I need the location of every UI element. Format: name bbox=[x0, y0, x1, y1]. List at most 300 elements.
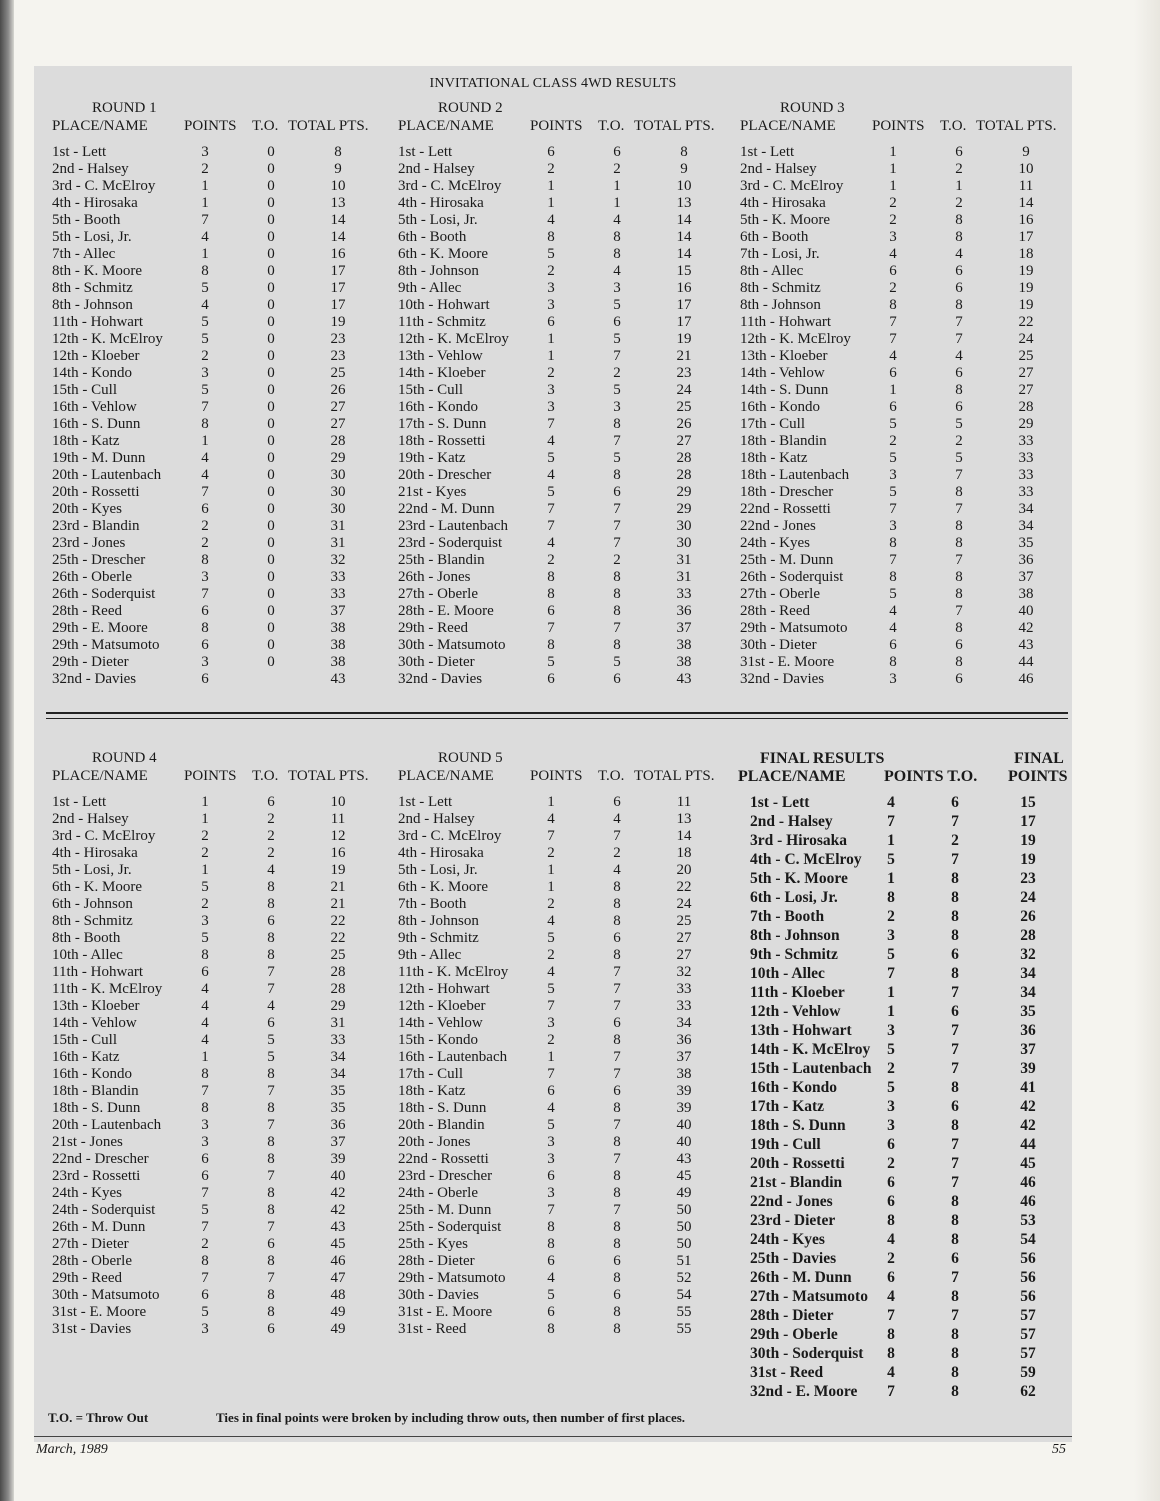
points-value: 7 bbox=[201, 1083, 209, 1099]
results-title: INVITATIONAL CLASS 4WD RESULTS bbox=[429, 76, 677, 91]
points-value: 1 bbox=[201, 178, 209, 194]
points-value: 3 bbox=[887, 1022, 895, 1039]
points-value: 2 bbox=[547, 552, 555, 568]
points-value: 6 bbox=[547, 671, 555, 687]
throw-out-value: 8 bbox=[951, 1288, 959, 1305]
points-value: 8 bbox=[889, 569, 897, 585]
total-points-value: 36 bbox=[676, 1032, 692, 1048]
header-place: PLACE/NAME bbox=[52, 768, 148, 784]
points-value: 4 bbox=[887, 794, 895, 811]
throw-out-value: 8 bbox=[613, 229, 621, 245]
throw-out-value: 2 bbox=[613, 365, 621, 381]
place-name: 24th - Oberle bbox=[398, 1185, 478, 1201]
throw-out-value: 8 bbox=[267, 1202, 275, 1218]
throw-out-value: 7 bbox=[951, 1174, 959, 1191]
round-label: ROUND 5 bbox=[438, 750, 503, 766]
throw-out-value: 0 bbox=[267, 450, 275, 466]
points-value: 1 bbox=[887, 984, 895, 1001]
place-name: 22nd - Rossetti bbox=[398, 1151, 489, 1167]
total-points-value: 35 bbox=[1020, 1003, 1036, 1020]
points-value: 4 bbox=[547, 913, 555, 929]
points-value: 5 bbox=[889, 416, 897, 432]
points-value: 4 bbox=[889, 246, 897, 262]
total-points-value: 23 bbox=[676, 365, 692, 381]
place-name: 29th - Reed bbox=[52, 1270, 122, 1286]
place-name: 6th - Losi, Jr. bbox=[750, 889, 838, 906]
throw-out-value: 0 bbox=[267, 552, 275, 568]
points-value: 5 bbox=[547, 981, 555, 997]
throw-out-value: 7 bbox=[613, 348, 621, 364]
points-value: 1 bbox=[889, 382, 897, 398]
total-points-value: 17 bbox=[330, 297, 346, 313]
total-points-value: 30 bbox=[676, 518, 692, 534]
throw-out-value: 5 bbox=[613, 331, 621, 347]
place-name: 6th - Booth bbox=[398, 229, 467, 245]
points-value: 7 bbox=[201, 1185, 209, 1201]
total-points-value: 28 bbox=[1018, 399, 1034, 415]
throw-out-value: 5 bbox=[955, 450, 963, 466]
points-value: 2 bbox=[201, 828, 209, 844]
total-points-value: 29 bbox=[330, 998, 346, 1014]
throw-out-value: 8 bbox=[955, 518, 963, 534]
total-points-value: 24 bbox=[676, 382, 692, 398]
throw-out-value: 7 bbox=[613, 1117, 621, 1133]
total-points-value: 34 bbox=[1018, 501, 1034, 517]
throw-out-value: 7 bbox=[951, 1269, 959, 1286]
points-value: 7 bbox=[887, 965, 895, 982]
total-points-value: 33 bbox=[676, 981, 692, 997]
total-points-value: 59 bbox=[1020, 1364, 1036, 1381]
place-name: 8th - Schmitz bbox=[52, 280, 133, 296]
total-points-value: 47 bbox=[330, 1270, 346, 1286]
points-value: 5 bbox=[889, 450, 897, 466]
place-name: 19th - M. Dunn bbox=[52, 450, 146, 466]
throw-out-note: T.O. = Throw Out bbox=[48, 1410, 149, 1425]
place-name: 27th - Oberle bbox=[740, 586, 820, 602]
total-points-value: 14 bbox=[330, 229, 346, 245]
throw-out-value: 7 bbox=[955, 331, 963, 347]
points-value: 3 bbox=[889, 229, 897, 245]
total-points-value: 23 bbox=[330, 348, 346, 364]
points-value: 8 bbox=[201, 1066, 209, 1082]
total-points-value: 19 bbox=[330, 862, 346, 878]
place-name: 15th - Cull bbox=[52, 382, 118, 398]
place-name: 3rd - C. McElroy bbox=[398, 828, 502, 844]
total-points-value: 27 bbox=[1018, 382, 1034, 398]
throw-out-value: 2 bbox=[951, 832, 959, 849]
points-value: 7 bbox=[201, 484, 209, 500]
throw-out-value: 0 bbox=[267, 144, 275, 160]
points-value: 3 bbox=[889, 467, 897, 483]
total-points-value: 36 bbox=[676, 603, 692, 619]
points-value: 1 bbox=[547, 178, 555, 194]
page-edge bbox=[1134, 0, 1160, 1501]
total-points-value: 45 bbox=[676, 1168, 692, 1184]
total-points-value: 44 bbox=[1018, 654, 1034, 670]
throw-out-value: 0 bbox=[267, 195, 275, 211]
total-points-value: 9 bbox=[680, 161, 688, 177]
total-points-value: 10 bbox=[330, 178, 346, 194]
place-name: 25th - Kyes bbox=[398, 1236, 468, 1252]
total-points-value: 8 bbox=[334, 144, 342, 160]
points-value: 2 bbox=[547, 896, 555, 912]
throw-out-value: 6 bbox=[613, 1287, 621, 1303]
place-name: 27th - Matsumoto bbox=[750, 1288, 868, 1305]
total-points-value: 15 bbox=[676, 263, 692, 279]
total-points-value: 14 bbox=[676, 246, 692, 262]
throw-out-value: 2 bbox=[613, 552, 621, 568]
points-value: 4 bbox=[201, 450, 209, 466]
place-name: 26th - Soderquist bbox=[740, 569, 844, 585]
throw-out-value: 8 bbox=[267, 1134, 275, 1150]
results-panel bbox=[34, 66, 1072, 1442]
place-name: 6th - Johnson bbox=[52, 896, 133, 912]
points-value: 7 bbox=[887, 1307, 895, 1324]
place-name: 12th - K. McElroy bbox=[740, 331, 851, 347]
total-points-value: 21 bbox=[330, 896, 346, 912]
total-points-value: 39 bbox=[676, 1083, 692, 1099]
total-points-value: 33 bbox=[676, 586, 692, 602]
total-points-value: 35 bbox=[1018, 535, 1034, 551]
total-points-value: 33 bbox=[1018, 467, 1034, 483]
header-points: POINTS bbox=[184, 768, 237, 784]
final-results-table bbox=[734, 750, 1072, 1400]
throw-out-value: 6 bbox=[613, 1083, 621, 1099]
throw-out-value: 6 bbox=[955, 144, 963, 160]
points-value: 3 bbox=[201, 365, 209, 381]
points-value: 4 bbox=[547, 1270, 555, 1286]
header-place: PLACE/NAME bbox=[740, 118, 836, 134]
points-value: 7 bbox=[889, 314, 897, 330]
points-value: 2 bbox=[889, 433, 897, 449]
place-name: 29th - Oberle bbox=[750, 1326, 838, 1343]
place-name: 16th - Kondo bbox=[750, 1079, 837, 1096]
place-name: 4th - Hirosaka bbox=[52, 845, 138, 861]
throw-out-value: 0 bbox=[267, 620, 275, 636]
place-name: 12th - Kloeber bbox=[52, 348, 140, 364]
place-name: 6th - K. Moore bbox=[52, 879, 142, 895]
points-value: 4 bbox=[887, 1231, 895, 1248]
throw-out-value: 8 bbox=[613, 1100, 621, 1116]
throw-out-value: 6 bbox=[613, 144, 621, 160]
footer-rule bbox=[34, 1436, 1072, 1437]
total-points-value: 33 bbox=[330, 1032, 346, 1048]
throw-out-value: 8 bbox=[951, 1212, 959, 1229]
place-name: 17th - Katz bbox=[750, 1098, 825, 1115]
throw-out-value: 6 bbox=[267, 1321, 275, 1337]
total-points-value: 35 bbox=[330, 1100, 346, 1116]
total-points-value: 26 bbox=[676, 416, 692, 432]
throw-out-value: 0 bbox=[267, 467, 275, 483]
place-name: 28th - Reed bbox=[52, 603, 122, 619]
place-name: 8th - Johnson bbox=[52, 297, 133, 313]
total-points-value: 38 bbox=[676, 1066, 692, 1082]
place-name: 8th - Allec bbox=[740, 263, 804, 279]
points-value: 1 bbox=[887, 870, 895, 887]
points-value: 3 bbox=[201, 144, 209, 160]
points-value: 3 bbox=[547, 399, 555, 415]
points-value: 7 bbox=[889, 552, 897, 568]
throw-out-value: 3 bbox=[613, 399, 621, 415]
throw-out-value: 2 bbox=[613, 161, 621, 177]
place-name: 24th - Soderquist bbox=[52, 1202, 156, 1218]
place-name: 29th - Reed bbox=[398, 620, 468, 636]
throw-out-value: 0 bbox=[267, 637, 275, 653]
points-value: 7 bbox=[547, 518, 555, 534]
place-name: 15th - Kondo bbox=[398, 1032, 478, 1048]
total-points-value: 44 bbox=[1020, 1136, 1036, 1153]
header-points: POINTS bbox=[530, 768, 583, 784]
place-name: 14th - S. Dunn bbox=[740, 382, 829, 398]
total-points-value: 18 bbox=[1018, 246, 1034, 262]
place-name: 16th - Kondo bbox=[398, 399, 478, 415]
total-points-value: 32 bbox=[676, 964, 692, 980]
total-points-value: 19 bbox=[1020, 832, 1036, 849]
throw-out-value: 2 bbox=[955, 161, 963, 177]
points-value: 2 bbox=[887, 1250, 895, 1267]
place-name: 14th - Vehlow bbox=[398, 1015, 483, 1031]
points-value: 5 bbox=[201, 314, 209, 330]
points-value: 3 bbox=[201, 1134, 209, 1150]
place-name: 23rd - Lautenbach bbox=[398, 518, 508, 534]
place-name: 8th - K. Moore bbox=[52, 263, 142, 279]
points-value: 8 bbox=[201, 1100, 209, 1116]
total-points-value: 36 bbox=[330, 1117, 346, 1133]
total-points-value: 42 bbox=[330, 1202, 346, 1218]
throw-out-value: 5 bbox=[613, 297, 621, 313]
place-name: 31st - E. Moore bbox=[52, 1304, 147, 1320]
throw-out-value: 8 bbox=[613, 947, 621, 963]
points-value: 8 bbox=[201, 263, 209, 279]
points-value: 4 bbox=[889, 603, 897, 619]
total-points-value: 43 bbox=[330, 671, 346, 687]
place-name: 24th - Kyes bbox=[740, 535, 810, 551]
place-name: 18th - Rossetti bbox=[398, 433, 486, 449]
throw-out-value: 0 bbox=[267, 399, 275, 415]
total-points-value: 42 bbox=[1020, 1098, 1036, 1115]
points-value: 3 bbox=[201, 1321, 209, 1337]
header-total-points: TOTAL PTS. bbox=[634, 768, 715, 784]
total-points-value: 39 bbox=[1020, 1060, 1036, 1077]
points-value: 1 bbox=[547, 879, 555, 895]
throw-out-value: 5 bbox=[613, 450, 621, 466]
place-name: 3rd - C. McElroy bbox=[398, 178, 502, 194]
place-name: 26th - M. Dunn bbox=[750, 1269, 852, 1286]
points-value: 6 bbox=[889, 399, 897, 415]
points-value: 2 bbox=[547, 947, 555, 963]
throw-out-value: 6 bbox=[951, 1250, 959, 1267]
place-name: 14th - Kondo bbox=[52, 365, 132, 381]
place-name: 15th - Cull bbox=[52, 1032, 118, 1048]
place-name: 27th - Oberle bbox=[398, 586, 478, 602]
throw-out-value: 4 bbox=[613, 862, 621, 878]
place-name: 14th - Kloeber bbox=[398, 365, 486, 381]
place-name: 20th - Lautenbach bbox=[52, 467, 162, 483]
place-name: 13th - Vehlow bbox=[398, 348, 483, 364]
total-points-value: 27 bbox=[330, 399, 346, 415]
total-points-value: 54 bbox=[1020, 1231, 1036, 1248]
points-value: 2 bbox=[887, 1155, 895, 1172]
throw-out-value: 8 bbox=[613, 1304, 621, 1320]
throw-out-value: 0 bbox=[267, 212, 275, 228]
place-name: 19th - Katz bbox=[398, 450, 466, 466]
throw-out-value: 7 bbox=[951, 1060, 959, 1077]
throw-out-value: 4 bbox=[267, 998, 275, 1014]
points-value: 3 bbox=[547, 382, 555, 398]
throw-out-value: 7 bbox=[951, 1155, 959, 1172]
points-value: 4 bbox=[201, 297, 209, 313]
total-points-value: 10 bbox=[1018, 161, 1034, 177]
points-value: 3 bbox=[889, 671, 897, 687]
throw-out-value: 1 bbox=[613, 195, 621, 211]
points-value: 5 bbox=[889, 484, 897, 500]
throw-out-value: 6 bbox=[951, 1098, 959, 1115]
points-value: 2 bbox=[547, 1032, 555, 1048]
header-total-points: TOTAL PTS. bbox=[288, 118, 369, 134]
points-value: 3 bbox=[547, 297, 555, 313]
total-points-value: 33 bbox=[1018, 433, 1034, 449]
total-points-value: 13 bbox=[676, 811, 692, 827]
header-points: POINTS bbox=[184, 118, 237, 134]
place-name: 22nd - Drescher bbox=[52, 1151, 149, 1167]
final-label: FINAL bbox=[1014, 750, 1064, 767]
points-value: 8 bbox=[889, 535, 897, 551]
throw-out-value: 8 bbox=[951, 870, 959, 887]
page-number: 55 bbox=[1052, 1442, 1066, 1457]
points-value: 7 bbox=[547, 416, 555, 432]
points-value: 5 bbox=[201, 382, 209, 398]
total-points-value: 25 bbox=[1018, 348, 1034, 364]
total-points-value: 43 bbox=[330, 1219, 346, 1235]
total-points-value: 33 bbox=[330, 586, 346, 602]
points-value: 4 bbox=[201, 467, 209, 483]
throw-out-value: 2 bbox=[955, 195, 963, 211]
points-value: 8 bbox=[547, 229, 555, 245]
total-points-value: 27 bbox=[676, 947, 692, 963]
place-name: 31st - Davies bbox=[52, 1321, 132, 1337]
points-value: 5 bbox=[201, 930, 209, 946]
throw-out-value: 6 bbox=[613, 930, 621, 946]
total-points-value: 19 bbox=[1018, 280, 1034, 296]
total-points-value: 55 bbox=[676, 1304, 692, 1320]
points-value: 3 bbox=[547, 1151, 555, 1167]
place-name: 14th - Vehlow bbox=[52, 1015, 137, 1031]
throw-out-value: 0 bbox=[267, 331, 275, 347]
throw-out-value: 3 bbox=[613, 280, 621, 296]
throw-out-value: 0 bbox=[267, 297, 275, 313]
points-value: 6 bbox=[887, 1269, 895, 1286]
place-name: 8th - Johnson bbox=[750, 927, 840, 944]
place-name: 23rd - Jones bbox=[52, 535, 126, 551]
place-name: 11th - Hohwart bbox=[740, 314, 832, 330]
total-points-value: 27 bbox=[330, 416, 346, 432]
place-name: 4th - Hirosaka bbox=[740, 195, 826, 211]
throw-out-value: 7 bbox=[613, 1202, 621, 1218]
round-4-table bbox=[46, 750, 386, 1390]
throw-out-value: 6 bbox=[951, 794, 959, 811]
place-name: 1st - Lett bbox=[398, 144, 453, 160]
place-name: 19th - Cull bbox=[750, 1136, 821, 1153]
points-value: 3 bbox=[887, 1098, 895, 1115]
points-value: 2 bbox=[201, 1236, 209, 1252]
round-label: ROUND 3 bbox=[780, 100, 845, 116]
total-points-value: 16 bbox=[1018, 212, 1034, 228]
total-points-value: 56 bbox=[1020, 1269, 1036, 1286]
total-points-value: 55 bbox=[676, 1321, 692, 1337]
place-name: 25th - M. Dunn bbox=[398, 1202, 492, 1218]
points-value: 6 bbox=[201, 603, 209, 619]
throw-out-value: 7 bbox=[951, 1307, 959, 1324]
points-value: 2 bbox=[201, 845, 209, 861]
total-points-value: 43 bbox=[676, 1151, 692, 1167]
throw-out-value: 7 bbox=[613, 518, 621, 534]
points-value: 1 bbox=[547, 1049, 555, 1065]
throw-out-value: 5 bbox=[613, 382, 621, 398]
points-value: 1 bbox=[547, 794, 555, 810]
points-value: 6 bbox=[201, 964, 209, 980]
throw-out-value: 7 bbox=[267, 981, 275, 997]
throw-out-value: 4 bbox=[613, 811, 621, 827]
header-total-points: TOTAL PTS. bbox=[634, 118, 715, 134]
place-name: 22nd - Jones bbox=[740, 518, 816, 534]
place-name: 29th - E. Moore bbox=[52, 620, 148, 636]
total-points-value: 39 bbox=[330, 1151, 346, 1167]
points-value: 3 bbox=[887, 927, 895, 944]
throw-out-value: 7 bbox=[951, 1022, 959, 1039]
throw-out-value: 8 bbox=[613, 913, 621, 929]
points-value: 6 bbox=[889, 263, 897, 279]
place-name: 20th - Blandin bbox=[398, 1117, 485, 1133]
place-name: 11th - K. McElroy bbox=[398, 964, 509, 980]
total-points-value: 25 bbox=[330, 365, 346, 381]
total-points-value: 21 bbox=[330, 879, 346, 895]
place-name: 28th - Dieter bbox=[750, 1307, 834, 1324]
throw-out-value: 8 bbox=[955, 297, 963, 313]
round-label: ROUND 1 bbox=[92, 100, 157, 116]
points-value: 1 bbox=[201, 862, 209, 878]
throw-out-value: 7 bbox=[955, 552, 963, 568]
total-points-value: 35 bbox=[330, 1083, 346, 1099]
throw-out-value: 8 bbox=[951, 889, 959, 906]
total-points-value: 33 bbox=[330, 569, 346, 585]
throw-out-value: 4 bbox=[955, 348, 963, 364]
total-points-value: 45 bbox=[1020, 1155, 1036, 1172]
throw-out-value: 7 bbox=[267, 1168, 275, 1184]
total-points-value: 28 bbox=[330, 964, 346, 980]
place-name: 32nd - E. Moore bbox=[750, 1383, 858, 1400]
total-points-value: 56 bbox=[1020, 1288, 1036, 1305]
points-value: 8 bbox=[201, 620, 209, 636]
points-value: 8 bbox=[887, 1212, 895, 1229]
place-name: 7th - Booth bbox=[398, 896, 467, 912]
place-name: 27th - Dieter bbox=[52, 1236, 129, 1252]
throw-out-value: 8 bbox=[267, 930, 275, 946]
total-points-value: 30 bbox=[330, 484, 346, 500]
throw-out-value: 0 bbox=[267, 569, 275, 585]
place-name: 20th - Lautenbach bbox=[52, 1117, 162, 1133]
place-name: 14th - Vehlow bbox=[740, 365, 825, 381]
place-name: 12th - Hohwart bbox=[398, 981, 490, 997]
total-points-value: 19 bbox=[1018, 263, 1034, 279]
throw-out-value: 8 bbox=[613, 467, 621, 483]
points-value: 3 bbox=[547, 1185, 555, 1201]
total-points-value: 31 bbox=[330, 535, 346, 551]
header-place: PLACE/NAME bbox=[398, 118, 494, 134]
place-name: 8th - Booth bbox=[52, 930, 121, 946]
place-name: 11th - K. McElroy bbox=[52, 981, 163, 997]
throw-out-value: 8 bbox=[955, 382, 963, 398]
header-throw-out: T.O. bbox=[252, 768, 279, 784]
